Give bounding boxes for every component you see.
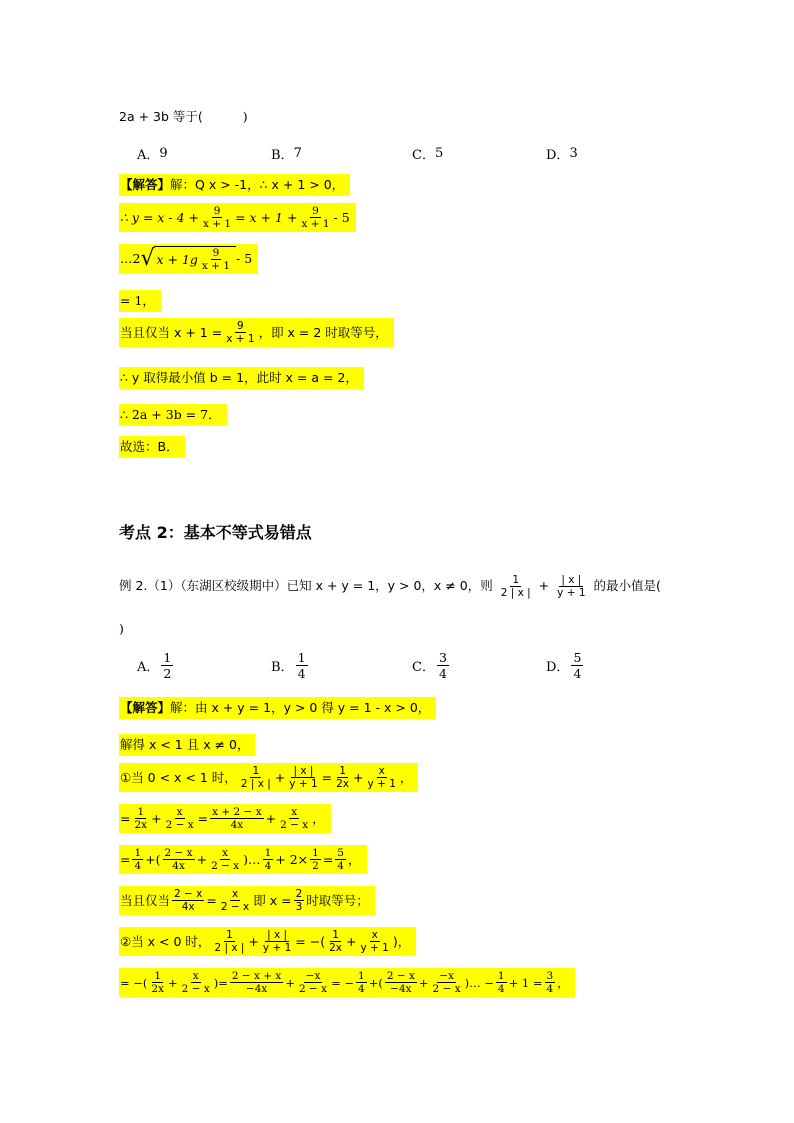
solution2-line5: = $\frac{1}{4}$ +( $\frac{2 - x}{4x}$ + $\frac{x}{2 - x}$ )… $\frac{1}{4}$ + 2× $\frac{1}{2}$ = $\frac{5}{4}$ ， (119, 845, 367, 874)
section-heading: 考点 2：基本不等式易错点 (119, 523, 312, 542)
option-value: 5 (434, 146, 444, 161)
expr-text: ∴ 2a + 3b = 7． (120, 407, 221, 422)
ex2-option-a: A． $\frac{1}{2}$ (137, 650, 172, 681)
question-text: 2a + 3b 等于( (119, 109, 203, 124)
expr-text: 故选：B． (120, 439, 179, 454)
fraction: $\frac{9}{x + 1}$ (301, 205, 330, 230)
option-letter: A． (137, 148, 160, 163)
expr-text: 解得 x < 1 且 x ≠ 0， (120, 737, 250, 752)
solution2-line1 (119, 697, 436, 719)
option-d (546, 144, 578, 163)
example-intro: 例 2.（1）（东湖区校级期中）已知 x + y = 1，y > 0，x ≠ 0，则 (119, 578, 493, 593)
solution2-line4: = $\frac{1}{2x}$ + $\frac{x}{2 - x}$ = $\frac{x + 2 - x}{4x}$ + $\frac{x}{2 - x}$ ， (119, 804, 331, 833)
sqrt-body: x + 1g $\frac{9}{x + 1}$ (154, 246, 236, 272)
example-tail: 的最小值是( (593, 578, 661, 593)
expr-text: = x + 1 + (235, 209, 298, 225)
ex2-option-c: C． $\frac{3}{4}$ (412, 650, 447, 681)
solution2-line6: 当且仅当 $\frac{2 - x}{4x}$ = $\frac{x}{2 - x}$ 即 x = $\frac{2}{3}$ 时取等号； (119, 886, 375, 915)
example2-line: 例 2.（1）（东湖区校级期中）已知 x + y = 1，y > 0，x ≠ 0，则 $\frac{1}{2 | x |}$ + $\frac{| x |}{y + 1}$ 的最小值是( (119, 574, 661, 599)
option-a (137, 144, 168, 163)
option-value: 3 (569, 146, 578, 161)
expr-text: …2 (120, 251, 141, 266)
solution1-line4 (119, 290, 161, 312)
option-value: 7 (293, 146, 302, 161)
expr-text: = 1， (120, 293, 155, 308)
fraction: $\frac{| x |}{y + 1}$ (557, 574, 586, 599)
question-line (119, 108, 248, 126)
solution1-text: 解：Q x > -1，∴ x + 1 > 0， (170, 177, 345, 192)
solution1-line7 (119, 404, 227, 426)
fraction: $\frac{1}{2 | x |}$ (500, 574, 531, 599)
solution2-line3: ①当 0 < x < 1 时， $\frac{1}{2 | x |}$ + $\frac{| x |}{y + 1}$ = $\frac{1}{2x}$ + $\frac{x}{y + 1}$ ， (119, 763, 418, 792)
answer-tag: 【解答】 (120, 177, 171, 192)
answer-tag: 【解答】 (120, 700, 171, 715)
sqrt-icon: √ (140, 246, 155, 271)
expr-text: 当且仅当 x + 1 = (120, 324, 223, 340)
fraction: $\frac{9}{x + 1}$ (203, 205, 232, 230)
ex2-option-b: B． $\frac{1}{4}$ (271, 650, 306, 681)
solution2-line7: ②当 x < 0 时， $\frac{1}{2 | x |}$ + $\frac{| x |}{y + 1}$ = −( $\frac{1}{2x}$ + $\frac{x}{y + 1}$ ) ， (119, 927, 416, 956)
ex2-option-d: D． $\frac{5}{4}$ (546, 650, 582, 681)
expr-text: ∴ y 取得最小值 b = 1，此时 x = a = 2， (120, 370, 358, 385)
option-b (271, 144, 302, 163)
expr-text: - 5 (236, 251, 253, 266)
solution1-line1 (119, 174, 350, 196)
option-c (412, 144, 443, 163)
option-letter: C． (412, 148, 435, 163)
solution2-line2 (119, 734, 255, 756)
solution1-line5 (119, 318, 394, 347)
example2-close-paren: ) (119, 621, 124, 636)
expr-text: ，即 x = 2 时取等号， (258, 324, 388, 340)
question-close-paren: ) (242, 109, 248, 124)
fraction: $\frac{9}{x + 1}$ (226, 320, 255, 345)
option-letter: B． (271, 148, 294, 163)
expr-text: - 5 (333, 209, 350, 225)
solution1-line6 (119, 367, 364, 389)
solution1-line8 (119, 436, 185, 458)
solution2-line8: = −( $\frac{1}{2x}$ + $\frac{x}{2 - x}$ )= $\frac{2 - x + x}{-4x}$ + $\frac{-x}{2 - x}$ = − $\frac{1}{4}$ +( $\frac{2 - x}{-4x}$ + $\frac{-x}{2 - x}$ )… − $\frac{1}{4}$ + 1 = $\frac{3}{4}$ ， (119, 968, 575, 997)
option-letter: D． (546, 148, 570, 163)
solution1-line2 (119, 203, 356, 232)
expr-text: 解：由 x + y = 1，y > 0 得 y = 1 - x > 0， (170, 700, 431, 715)
option-value: 9 (159, 146, 168, 161)
solution1-line3 (119, 244, 258, 274)
expr-text: ∴ y = x - 4 + (120, 209, 200, 225)
